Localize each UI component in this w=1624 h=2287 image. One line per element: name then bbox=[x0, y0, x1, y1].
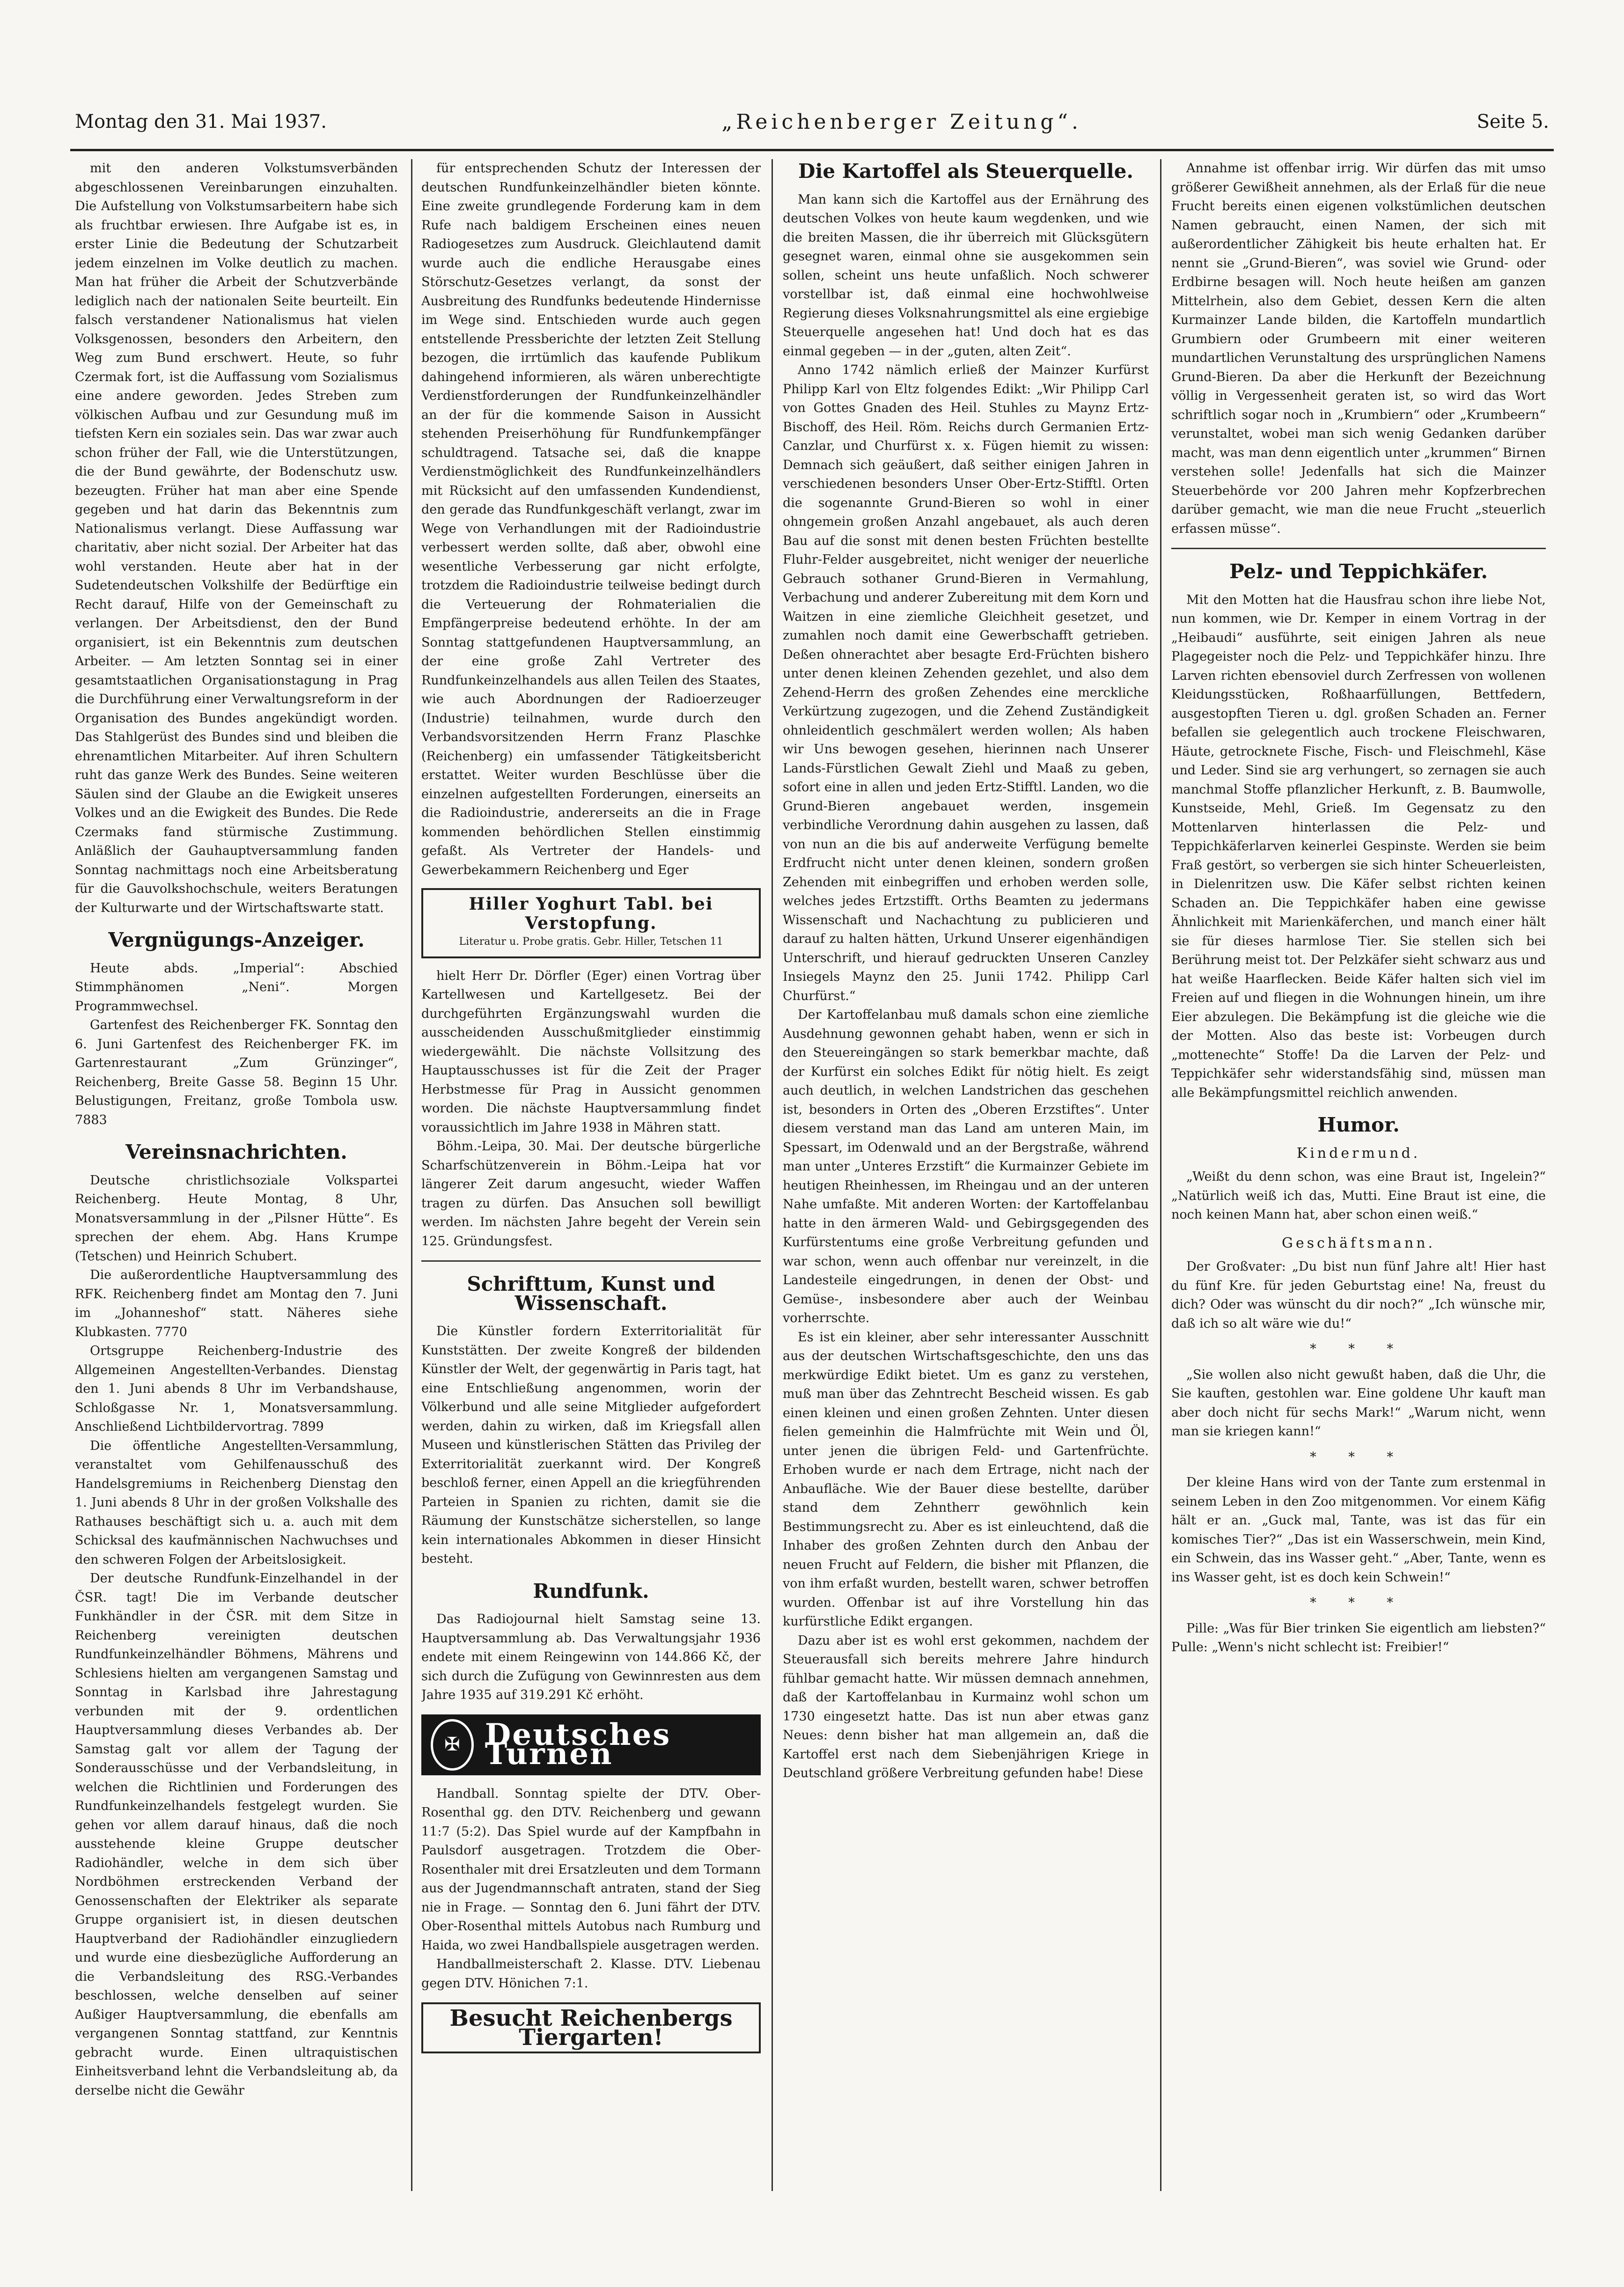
humor-text: Pille: „Was für Bier trinken Sie eigentlich am liebsten?“ Pulle: „Wenn's nicht schlecht ist: Freibier!“ bbox=[1171, 1621, 1546, 1655]
separator bbox=[421, 1260, 761, 1262]
humor-text: Der Großvater: „Du bist nun fünf Jahre alt! Hier hast du fünf Kre. für jeden Geburtstag eine! Na, freust du dich? Oder was wünscht du dir noch?“ „Ich wünsche mir, daß ich so alt wäre wie du!“ bbox=[1171, 1259, 1546, 1331]
article-text: mit den anderen Volkstumsverbänden abgeschlossenen Vereinbarungen einzuhalten. Die Aufstellung von Volkstumsarbeitern habe sich als fruchtbar erwiesen. Ihre Aufgabe ist es, in erster Linie die Bedeutung der Schutzarbeit jedem einzelnen im Volke deutlich zu machen. Man hat früher die Arbeit der Schutzverbände lediglich nach der nationalen Seite beurteilt. Ein falsch verstandener Nationalismus hat vielen Volksgenossen, besonders den Arbeitern, den Weg zum Bund erschwert. Heute, so fuhr Czermak fort, ist die Auffassung vom Sozialismus eine andere geworden. Jedes Streben zum völkischen Aufbau und zur Gesundung muß im tiefsten Kern ein soziales sein. Das war zwar auch schon früher der Fall, wie die Unterstützungen, die der Bund gewährte, der Bodenschutz usw. bezeugten. Früher hat man aber eine Spende gegeben und hat darin das Bekenntnis zum Nationalismus verlangt. Diese Auffassung war charitativ, aber nicht sozial. Der Arbeiter hat das wohl verstanden. Heute aber hat in der Sudetendeutschen Volkshilfe der Bedürftige ein Recht darauf, Hilfe von der Gemeinschaft zu verlangen. Der Arbeitsdienst, den der Bund organisiert, ist ein Bekenntnis zum deutschen Arbeiter. — Am letzten Sonntag sei in einer gesamtstaatlichen Organisationstagung in Prag die Durchführung einer Verwaltungsreform in der Organisation des Bundes angekündigt worden. Das Stahlgerüst des Bundes sind und bleiben die ehrenamtlichen Mitarbeiter. Auf ihren Schultern ruht das ganze Werk des Bundes. Seine weiteren Säulen sind der Glaube an die Ewigkeit unseres Volkes und an die Ewigkeit des Bundes. Die Rede Czermaks fand stürmische Zustimmung. Anläßlich der Gauhauptversammlung fanden Sonntag nachmittags noch eine Arbeitsberatung für die Gauvolkshochschule, weiters Beratungen der Kulturwarte und der Wirtschaftswarte statt. bbox=[75, 161, 398, 915]
notice-text: Ortsgruppe Reichenberg-Industrie des Allgemeinen Angestellten-Verbandes. Dienstag den 1. Juni abends 8 Uhr im Verbandshause, Schloßgasse Nr. 1, Monatsversammlung. Anschließend Lichtbildervortrag. 7899 bbox=[75, 1344, 398, 1434]
subheading-kindermund: Kindermund. bbox=[1296, 1145, 1421, 1162]
column-2 bbox=[421, 159, 761, 2186]
notice-text: Gartenfest des Reichenberger FK. Sonntag den 6. Juni Gartenfest des Reichenberger FK. im Gartenrestaurant „Zum Grünzinger“, Reichenberg, Breite Gasse 58. Beginn 15 Uhr. Belustigungen, Freitanz, große Tombola usw. 7883 bbox=[75, 1018, 398, 1127]
separator bbox=[1171, 548, 1546, 549]
page-header bbox=[75, 103, 1549, 140]
article-text: Dazu aber ist es wohl erst gekommen, nachdem der Steuerausfall sich bereits mehrere Jahre hindurch fühlbar gemacht hatte. Wir müssen demnach annehmen, daß der Kartoffelanbau in Kurmainz wohl schon um 1730 eingesetzt hatte. Das ist nun aber etwas ganz Neues: denn bisher hat man allgemein an, daß die Kartoffel erst nach dem Siebenjährigen Kriege in Deutschland größere Verbreitung gefunden habe! Diese bbox=[783, 1633, 1149, 1780]
article-heading-kartoffel: Die Kartoffel als Steuerquelle. bbox=[798, 160, 1133, 183]
humor-text: Der kleine Hans wird von der Tante zum erstenmal in seinem Leben in den Zoo mitgenommen. Vor einem Käfig hält er an. „Guck mal, Tante, was ist das für ein komisches Tier?“ „Das ist ein Wasserschwein, mein Kind, ein Schwein, das ins Wasser geht.“ „Aber, Tante, wenn es ins Wasser geht, ist es doch kein Schwein!“ bbox=[1171, 1475, 1546, 1585]
article-text: Der Kartoffelanbau muß damals schon eine ziemliche Ausdehnung gewonnen gehabt haben, wenn er sich in den Steuereingängen so stark bemerkbar machte, daß der Kurfürst ein solches Edikt für nötig hielt. Es zeigt auch deutlich, in welchen Landstrichen das geschehen ist, besonders in Orten des „Oberen Erzstiftes“. Unter diesem verstand man das Land am unteren Main, im Spessart, im Odenwald und an der Bergstraße, während man unter „Unteres Erzstift“ die Kurmainzer Gebiete im heutigen Rheinhessen, im Rheingau und an der unteren Nahe umfaßte. Mit anderen Worten: der Kartoffelanbau hatte in den ärmeren Wald- und Gebirgsgegenden des Kurfürstentums eine große Verbreitung gefunden und war schon, wenn auch offenbar nur vereinzelt, in die Landesteile eingedrungen, in denen der Obst- und Gemüse-, insbesondere aber auch der Weinbau vorherrschte. bbox=[783, 1007, 1149, 1325]
column-divider bbox=[772, 159, 773, 2191]
zoo-advertisement: Besucht Reichenbergs Tiergarten! bbox=[421, 2002, 761, 2053]
section-heading-schrifttum: Schrifttum, Kunst und Wissenschaft. bbox=[467, 1272, 715, 1315]
section-heading-humor: Humor. bbox=[1317, 1113, 1400, 1136]
article-text: Man kann sich die Kartoffel aus der Ernährung des deutschen Volkes von heute kaum wegdenken, und wie die breiten Massen, die ihr überreich mit Glücksgütern gesegnet waren, einmal ohne sie ausgekommen sein sollen, scheint uns heute unfaßlich. Noch schwerer vorstellbar ist, daß einmal eine hochwohlweise Regierung dieses Volksnahrungsmittel als eine ergiebige Steuerquelle angesehen hat! Und doch hat es das einmal gegeben — in der „guten, alten Zeit“. bbox=[783, 192, 1149, 359]
section-heading-verein: Vereinsnachrichten. bbox=[125, 1140, 347, 1163]
separator-stars: * * * bbox=[1310, 1596, 1407, 1610]
column-divider bbox=[411, 159, 412, 2191]
turnen-banner bbox=[421, 1714, 761, 1775]
humor-text: „Sie wollen also nicht gewußt haben, daß die Uhr, die Sie kauften, gestohlen war. Eine goldene Uhr kauft man aber doch nicht für sechs Mark!“ „Warum nicht, wenn man sie kriegen kann!“ bbox=[1171, 1367, 1546, 1439]
article-text: Mit den Motten hat die Hausfrau schon ihre liebe Not, nun kommen, wie Dr. Kemper in einem Vortrag in der „Heibaudi“ ausführte, seit einigen Jahren als neue Plagegeister noch die Pelz- und Teppichkäfer hinzu. Ihre Larven richten ebensoviel durch Zerfressen von wollenen Kleidungsstücken, Roßhaarfüllungen, Bettfedern, ausgestopften Tieren u. dgl. großen Schaden an. Ferner befallen sie gelegentlich auch trockene Fleischwaren, Häute, getrocknete Fische, Fisch- und Fleischmehl, Käse und Leder. Sind sie arg verhungert, so zernagen sie auch manchmal Stoffe pflanzlicher Herkunft, z. B. Baumwolle, Kunstseide, Mehl, Grieß. Im Gegensatz zu den Mottenlarven hinterlassen die Pelz- und Teppichkäferlarven keinerlei Gespinste. Werden sie beim Fraß gestört, so verbergen sie sich hinter Scheuerleisten, in Dielenritzen usw. Die Käfer selbst richten keinen Schaden an. Die Teppichkäfer haben eine gewisse Ähnlichkeit mit Marienkäferchen, und manch einer hält sie für dieses harmlose Tier. Sie stellen sich bei Berührung meist tot. Der Pelzkäfer sieht schwarz aus und hat weiße Haarflecken. Beide Käfer halten sich viel im Freien auf und fliegen in die Wohnungen hinein, um ihre Eier abzulegen. Die Bekämpfung ist die gleiche wie die der Motten. Also das beste ist: Vorbeugen durch „mottenechte“ Stoffe! Da die Larven der Pelz- und Teppichkäfer sehr widerstandsfähig sind, müssen man alle Bekämpfungsmittel reichlich anwenden. bbox=[1171, 592, 1546, 1100]
hiller-advertisement bbox=[421, 888, 761, 958]
header-rule bbox=[70, 149, 1554, 151]
separator-stars: * * * bbox=[1310, 1342, 1407, 1356]
article-heading-pelz: Pelz- und Teppichkäfer. bbox=[1229, 560, 1488, 583]
article-text: Es ist ein kleiner, aber sehr interessanter Ausschnitt aus der deutschen Wirtschaftsgeschichte, den uns das merkwürdige Edikt bietet. Um es ganz zu verstehen, muß man über das Zehntrecht Bescheid wissen. Es gab einen kleinen und einen großen Zehnten. Unter diesen fielen gemeinhin die Halmfrüchte mit Wein und Öl, unter jenen die übrigen Feld- und Gartenfrüchte. Erhoben wurde er nach dem Ertrage, nicht nach der Anbaufläche. Wie der Bauer diese bestellte, darüber stand dem Zehntherr gewöhnlich kein Bestimmungsrecht zu. Aber es ist einleuchtend, daß die Inhaber des großen Zehnten durch den Anbau der neuen Frucht auf Feldern, die bisher mit Pflanzen, die von ihm erfaßt wurden, bestellt waren, schwer betroffen wurden. Offenbar ist auf ihre Vorstellung hin das kurfürstliche Edikt ergangen. bbox=[783, 1330, 1149, 1629]
article-text: Handball. Sonntag spielte der DTV. Ober-Rosenthal gg. den DTV. Reichenberg und gewann 11:7 (5:2). Das Spiel wurde auf der Kampfbahn in Paulsdorf ausgetragen. Trotzdem die Ober-Rosenthaler mit drei Ersatzleuten und dem Tormann aus der Jugendmannschaft antraten, stand der Sieg nie in Frage. — Sonntag den 6. Juni fährt der DTV. Ober-Rosenthal mittels Autobus nach Rumburg und Haida, wo zwei Handballspiele ausgetragen werden. bbox=[421, 1786, 761, 1953]
notice-text: Deutsche christlichsoziale Volkspartei Reichenberg. Heute Montag, 8 Uhr, Monatsversammlung in der „Pilsner Hütte“. Es sprechen der ehem. Abg. Hans Krumpe (Tetschen) und Heinrich Schubert. bbox=[75, 1173, 398, 1264]
article-text: Böhm.-Leipa, 30. Mai. Der deutsche bürgerliche Scharfschützenverein in Böhm.-Leipa hat vor längerer Zeit darum angesucht, wieder Waffen tragen zu dürfen. Das Ansuchen soll bewilligt werden. Im nächsten Jahre begeht der Verein sein 125. Gründungsfest. bbox=[421, 1139, 761, 1249]
header-page-number: Seite 5. bbox=[1477, 111, 1549, 132]
ad-subtitle: Literatur u. Probe gratis. Gebr. Hiller, Tetschen 11 bbox=[459, 936, 723, 948]
article-text: Die Künstler fordern Exterritorialität für Kunststätten. Der zweite Kongreß der bildenden Künstler der Welt, der gegenwärtig in Paris tagt, hat eine Entschließung angenommen, worin der Völkerbund und alle seine Mitglieder aufgefordert werden, dahin zu wirken, daß im Kriegsfall allen Museen und künstlerischen Stätten das Privileg der Exterritorialität zuerkannt wird. Der Kongreß beschloß ferner, einen Appell an die kriegführenden Parteien in Spanien zu richten, damit sie die Räumung der Kunstschätze sicherstellen, so lange kein internationales Abkommen in dieser Hinsicht besteht. bbox=[421, 1324, 761, 1566]
article-text: für entsprechenden Schutz der Interessen der deutschen Rundfunkeinzelhändler bieten könnte. Eine zweite grundlegende Forderung kam in dem Rufe nach baldigem Erscheinen eines neuen Radiogesetzes zum Ausdruck. Gleichlautend damit wurde auch die endliche Herausgabe eines Störschutz-Gesetzes verlangt, da sonst der Ausbreitung des Rundfunks bedeutende Hindernisse im Wege sind. Entschieden wurde auch gegen entstellende Pressberichte der letzten Zeit Stellung bezogen, die irrtümlich das kaufende Publikum dahingehend informieren, als wären unberechtigte Verdienstforderungen der Rundfunkeinzelhändler an der für die kommende Saison in Aussicht stehenden Preiserhöhung für Rundfunkempfänger schuldtragend. Tatsache sei, daß die knappe Verdienstmöglichkeit des Rundfunkeinzelhändlers mit Rücksicht auf den umfassenden Kundendienst, den gerade das Rundfunkgeschäft verlangt, zwar im Wege von Verhandlungen mit der Radioindustrie verbessert werden sollte, daß aber, obwohl eine wesentliche Verbesserung gar nicht erfolgte, trotzdem die Radioindustrie teilweise bedingt durch die Verteuerung der Rohmaterialien die Empfängerpreise bedeutend erhöhte. In der am Sonntag stattgefundenen Hauptversammlung, an der eine große Zahl Vertreter des Rundfunkeinzelhandels aus allen Teilen des Staates, wie auch Abordnungen der Radioerzeuger (Industrie) teilnahmen, wurde durch den Verbandsvorsitzenden Herrn Franz Plaschke (Reichenberg) ein umfassender Tätigkeitsbericht erstattet. Weiter wurden Beschlüsse über die einzelnen aufgestellten Forderungen, einerseits an die Radioindustrie, andererseits an die in Frage kommenden behördlichen Stellen einstimmig gefaßt. Als Vertreter der Handels- und Gewerbekammern Reichenberg und Eger bbox=[421, 161, 761, 877]
separator-stars: * * * bbox=[1310, 1449, 1407, 1464]
article-text: Handballmeisterschaft 2. Klasse. DTV. Liebenau gegen DTV. Hönichen 7:1. bbox=[421, 1957, 761, 1991]
header-title: „Reichenberger Zeitung“. bbox=[721, 110, 1082, 134]
notice-text: Heute abds. „Imperial“: Abschied Stimmphänomen „Neni“. Morgen Programmwechsel. bbox=[75, 961, 398, 1014]
header-date: Montag den 31. Mai 1937. bbox=[75, 111, 327, 132]
humor-text: „Weißt du denn schon, was eine Braut ist, Ingelein?“ „Natürlich weiß ich das, Mutti. Eine Braut ist eine, die noch keinen Mann hat, aber schon einen weiß.“ bbox=[1171, 1169, 1546, 1222]
column-3 bbox=[783, 159, 1149, 2186]
article-text: Annahme ist offenbar irrig. Wir dürfen das mit umso größerer Gewißheit annehmen, als der Erlaß für die neue Frucht bereits einen eigenen volkstümlichen deutschen Namen gebraucht, einen Namen, der sich mit außerordentlicher Zähigkeit bis heute erhalten hat. Er nennt sie „Grund-Bieren“, was soviel wie Grund- oder Erdbirne besagen will. Noch heute heißen am ganzen Mittelrhein, also dem Gebiet, dessen Kern die alten Kurmainzer Lande bilden, die Kartoffeln mundartlich Grumbiern oder Grumbeern mit einer weiteren mundartlichen Verunstaltung des ursprünglichen Namens Grund-Bieren. Da aber die Herkunft der Bezeichnung völlig in Vergessenheit geraten ist, so wird das Wort schriftlich sogar noch in „Krumbiern“ oder „Krumbeern“ verunstaltet, wobei man sich wenig Gedanken darüber macht, was man denn eigentlich unter „krummen“ Birnen verstehen solle! Jedenfalls hat sich die Mainzer Steuerbehörde vor 200 Jahren mehr Kopfzerbrechen darüber gemacht, wie man die neue Frucht „steuerlich erfassen müsse“. bbox=[1171, 161, 1546, 536]
notice-text: Der deutsche Rundfunk-Einzelhandel in der ČSR. tagt! Die im Verbande deutscher Funkhändler in der ČSR. mit dem Sitze in Reichenberg vereinigten deutschen Rundfunkeinzelhändler Böhmens, Mährens und Schlesiens hielten am vergangenen Samstag und Sonntag in Karlsbad ihre Jahrestagung verbunden mit der 9. ordentlichen Hauptversammlung dieses Verbandes ab. Der Samstag galt vor allem der Tagung der Sonderausschüsse und der Verbandsleitung, in welchen die Richtlinien und Forderungen des Rundfunkeinzelhandels festgelegt wurden. Sie gehen vor allem darauf hinaus, daß die noch ausstehende kleine Gruppe deutscher Radiohändler, welche in dem sich über Nordböhmen erstreckenden Verband der Genossenschaften der Elektriker als separate Gruppe organisiert ist, in diesen deutschen Hauptverband der Radiohändler einzugliedern und wurde eine diesbezügliche Aufforderung an die Verbandsleitung des RSG.-Verbandes beschlossen, welche denselben auf seiner Außiger Hauptversammlung, die ebenfalls am vergangenen Sonntag stattfand, zur Kenntnis gebracht wurde. Einen ultraquistischen Einheitsverband lehnt die Verbandsleitung ab, da derselbe nicht die Gewähr bbox=[75, 1571, 398, 2098]
article-text: Anno 1742 nämlich erließ der Mainzer Kurfürst Philipp Karl von Eltz folgendes Edikt: „Wir Philipp Carl von Gottes Gnaden des Heil. Stuhles zu Maynz Ertz-Bischoff, des Heil. Röm. Reichs durch Germanien Ertz-Canzlar, und Churfürst x. x. Fügen hiemit zu wissen: Demnach sich geäußert, daß seither einigen Jahren in verschiedenen besonders Unser Ober-Ertz-Stifftl. Orten die sogenannte Grund-Bieren so wohl in einer ohngemein großen Anzahl angebauet, als auch deren Bau auf die sonst mit denen besten Früchten bestellte Fluhr-Felder ausgebreitet, nicht weniger der neuerliche Gebrauch sothaner Grund-Bieren in Vermahlung, Verbachung und anderer Zubereitung mit dem Korn und Waitzen in eine ziemliche Gleichheit gesetzet, und zumahlen noch damit eine Gewerbschafft getrieben. Deßen ohnerachtet aber besagte Erd-Früchten bishero unter denen kleinen Zehenden gezehlet, und also dem Zehend-Herrn des großen Zehendes eine merckliche Verkürtzung zugezogen, und die Zehend Zuständigkeit ohnleidentlich geschmälert werden wollen; Als haben wir Uns bewogen gesehen, hierinnen nach Unserer Lands-Fürstlichen Gewalt Ziehl und Maaß zu geben, sofort eine in allen und jeden Ertz-Stifftl. Landen, wo die Grund-Bieren angebauet werden, insgemein verbindliche Verordnung dahin ausgehen zu lassen, daß von nun an die bis auf anderweite Verfügung bemelte Erdfrucht nicht unter denen kleinen, sondern großen Zehenden mit einbegriffen und erhoben werden solle, welches jedes Ertzstifft. Orths Beamten zu jedermans Wissenschaft und Nachachtung zu publicieren und darauf zu halten hätten, Urkund Unserer eigenhändigen Unterschrift, und hierauf gedruckten Unseren Canzley Insiegels Maynz den 25. Junii 1742. Philipp Carl Churfürst.“ bbox=[783, 363, 1149, 1003]
section-heading-vergnuegung: Vergnügungs-Anzeiger. bbox=[108, 928, 365, 951]
notice-text: Die öffentliche Angestellten-Versammlung, veranstaltet vom Gehilfenausschuß des Handelsgremiums in Reichenberg Dienstag den 1. Juni abends 8 Uhr in der großen Volkshalle des Rathauses beschäftigt sich u. a. auch mit dem Schicksal des kaufmännischen Nachwuchses und den schweren Folgen der Arbeitslosigkeit. bbox=[75, 1438, 398, 1567]
notice-text: Die außerordentliche Hauptversammlung des RFK. Reichenberg findet am Montag den 7. Juni im „Johanneshof“ statt. Näheres siehe Klubkasten. 7770 bbox=[75, 1268, 398, 1339]
subheading-geschaeftsmann: Geschäftsmann. bbox=[1281, 1235, 1436, 1251]
column-4 bbox=[1171, 159, 1546, 2186]
section-heading-rundfunk: Rundfunk. bbox=[533, 1579, 649, 1603]
article-text: Das Radiojournal hielt Samstag seine 13. Hauptversammlung ab. Das Verwaltungsjahr 1936 endete mit einem Reingewinn von 144.866 Kč, der sich durch die Zufügung von Gewinnresten aus dem Jahre 1935 auf 319.291 Kč erhöht. bbox=[421, 1612, 761, 1702]
column-1 bbox=[75, 159, 398, 2186]
column-divider bbox=[1160, 159, 1161, 2191]
ad-title: Hiller Yoghurt Tabl. bei Verstopfung. bbox=[469, 894, 713, 933]
turner-cross-icon: ✠ bbox=[431, 1719, 474, 1771]
turnen-title: Deutsches Turnen bbox=[485, 1717, 671, 1772]
article-text: hielt Herr Dr. Dörfler (Eger) einen Vortrag über Kartellwesen und Kartellgesetz. Bei der durchgeführten Ergänzungswahl wurden die ausscheidenden Ausschußmitglieder einstimmig wiedergewählt. Die nächste Vollsitzung des Hauptausschusses ist für die Zeit der Prager Herbstmesse für Prag in Aussicht genommen worden. Die nächste Hauptversammlung findet voraussichtlich im Jahre 1938 in Mähren statt. bbox=[421, 968, 761, 1135]
